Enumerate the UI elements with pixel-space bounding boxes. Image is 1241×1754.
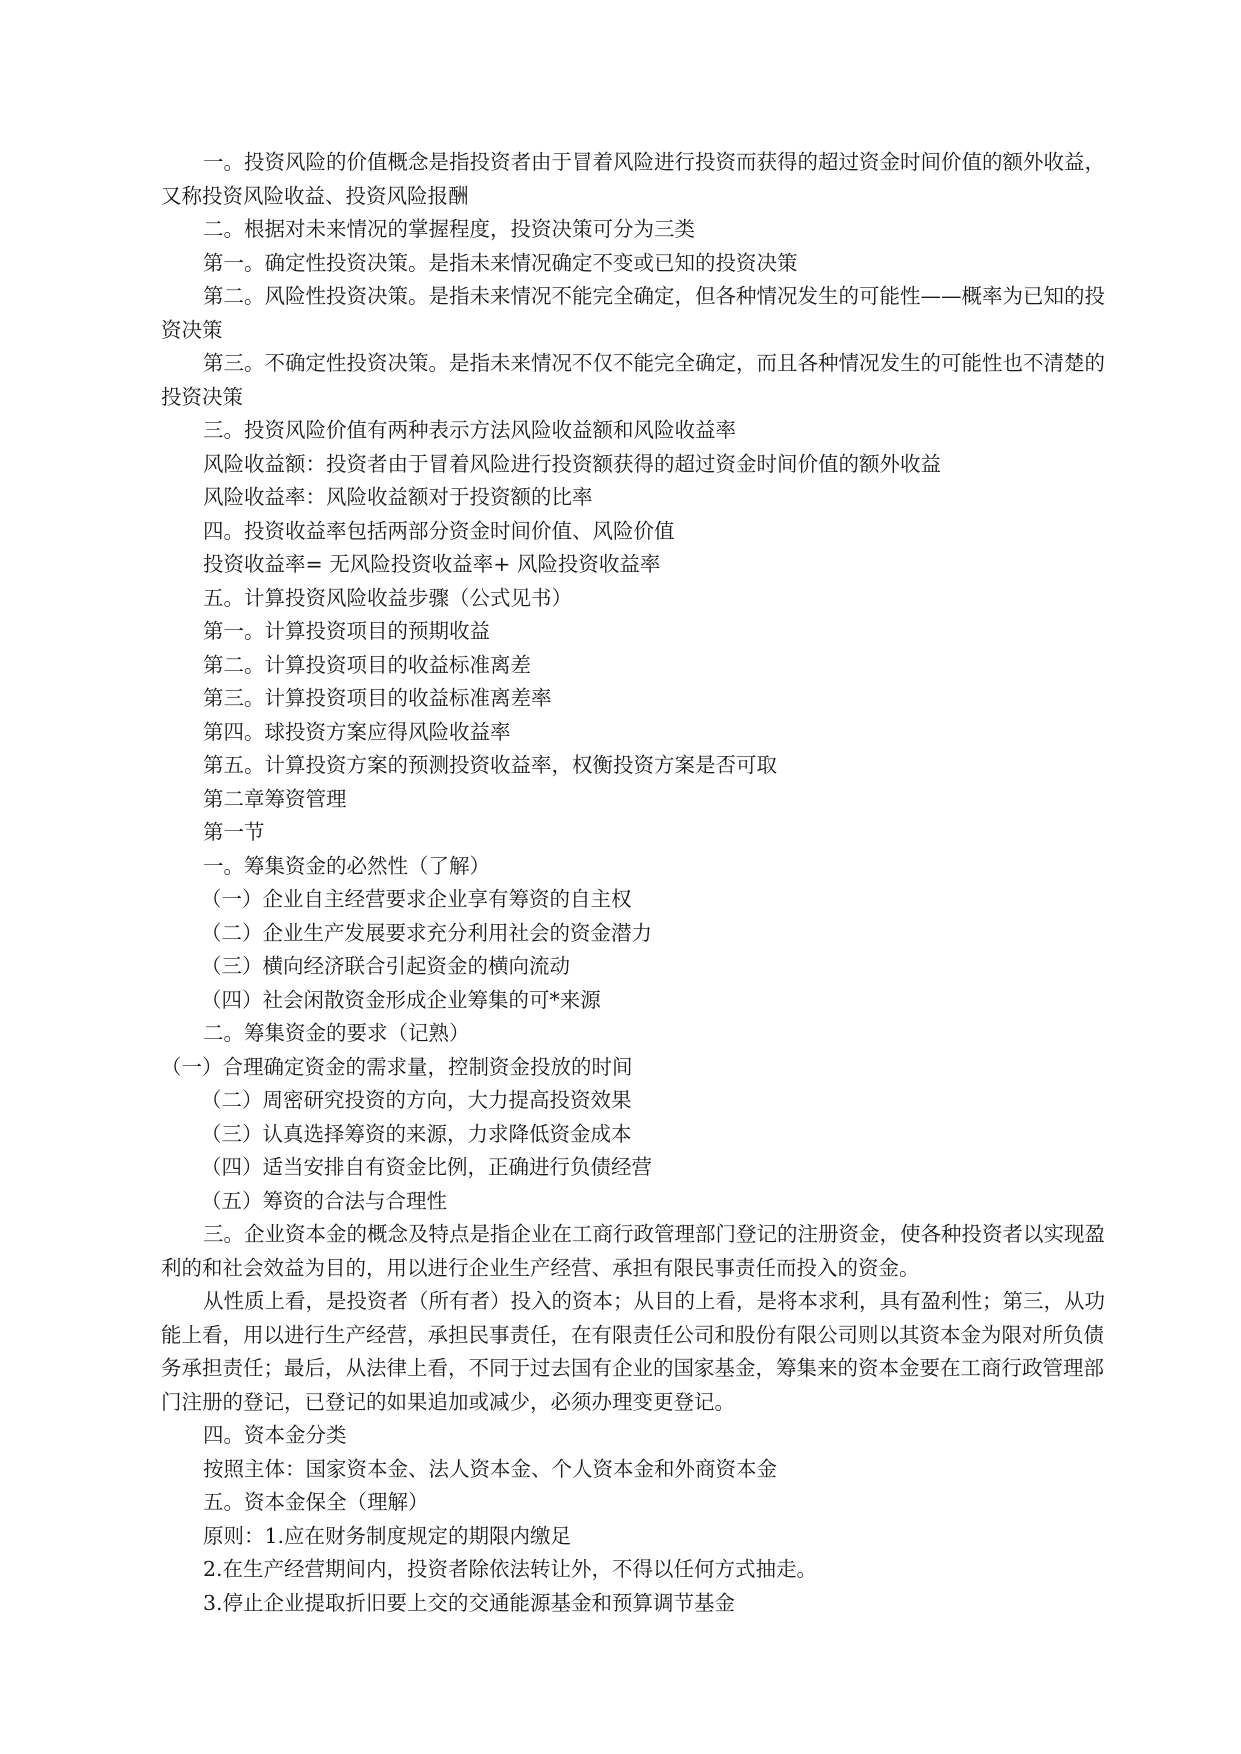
paragraph-4: 第二。风险性投资决策。是指未来情况不能完全确定，但各种情况发生的可能性——概率为已知的投资决策: [161, 284, 1105, 342]
paragraph-25: （一）合理确定资金的需求量，控制资金投放的时间: [161, 1054, 633, 1079]
paragraph-11: 五。计算投资风险收益步骤（公式见书）: [203, 585, 572, 610]
paragraph-23: （四）社会闲散资金形成企业筹集的可*来源: [201, 987, 601, 1012]
paragraph-34: 五。资本金保全（理解）: [203, 1490, 429, 1514]
paragraph-3: 第一。确定性投资决策。是指未来情况确定不变或已知的投资决策: [203, 250, 798, 275]
paragraph-32: 四。资本金分类: [203, 1423, 347, 1447]
paragraph-28: （四）适当安排自有资金比例，正确进行负债经营: [201, 1155, 652, 1179]
paragraph-22: （三）横向经济联合引起资金的横向流动: [201, 954, 570, 978]
paragraph-29: （五）筹资的合法与合理性: [201, 1188, 447, 1213]
paragraph-8: 风险收益率：风险收益额对于投资额的比率: [203, 485, 593, 509]
paragraph-33: 按照主体：国家资本金、法人资本金、个人资本金和外商资本金: [203, 1456, 777, 1481]
paragraph-21: （二）企业生产发展要求充分利用社会的资金潜力: [201, 920, 652, 945]
paragraph-37: 3.停止企业提取折旧要上交的交通能源基金和预算调节基金: [203, 1590, 736, 1615]
paragraph-14: 第三。计算投资项目的收益标准离差率: [203, 686, 552, 710]
paragraph-30: 三。企业资本金的概念及特点是指企业在工商行政管理部门登记的注册资金，使各种投资者以实现盈利的和社会效益为目的，用以进行企业生产经营、承担有限民事责任而投入的资金。: [161, 1222, 1105, 1280]
paragraph-10: 投资收益率= 无风险投资收益率+ 风险投资收益率: [203, 552, 661, 576]
paragraph-18: 第一节: [203, 820, 265, 844]
paragraph-1: 一。投资风险的价值概念是指投资者由于冒着风险进行投资而获得的超过资金时间价值的额外收益，又称投资风险收益、投资风险报酬: [161, 150, 1105, 208]
paragraph-17: 第二章筹资管理: [203, 786, 347, 811]
paragraph-9: 四。投资收益率包括两部分资金时间价值、风险价值: [203, 518, 675, 543]
paragraph-6: 三。投资风险价值有两种表示方法风险收益额和风险收益率: [203, 418, 736, 442]
paragraph-27: （三）认真选择筹资的来源，力求降低资金成本: [201, 1121, 632, 1146]
paragraph-35: 原则：1.应在财务制度规定的期限内缴足: [203, 1523, 572, 1548]
paragraph-15: 第四。球投资方案应得风险收益率: [203, 719, 511, 744]
paragraph-16: 第五。计算投资方案的预测投资收益率，权衡投资方案是否可取: [203, 753, 777, 777]
paragraph-5: 第三。不确定性投资决策。是指未来情况不仅不能完全确定，而且各种情况发生的可能性也不清楚的投资决策: [161, 351, 1105, 409]
paragraph-7: 风险收益额：投资者由于冒着风险进行投资额获得的超过资金时间价值的额外收益: [203, 451, 941, 476]
document-body: [161, 146, 1107, 1620]
paragraph-20: （一）企业自主经营要求企业享有筹资的自主权: [201, 887, 632, 911]
paragraph-24: 二。筹集资金的要求（记熟）: [203, 1021, 470, 1045]
paragraph-19: 一。筹集资金的必然性（了解）: [203, 853, 490, 878]
paragraph-2: 二。根据对未来情况的掌握程度，投资决策可分为三类: [203, 217, 695, 241]
paragraph-26: （二）周密研究投资的方向，大力提高投资效果: [201, 1088, 632, 1112]
paragraph-12: 第一。计算投资项目的预期收益: [203, 619, 490, 643]
paragraph-31: 从性质上看，是投资者（所有者）投入的资本；从目的上看，是将本求利，具有盈利性；第三，从功能上看，用以进行生产经营，承担民事责任，在有限责任公司和股份有限公司则以其资本金为限对所负债务承担责任；最后，从法律上看，不同于过去国有企业的国家基金，筹集来的资本金要在工商行政管理部门注册的登记，已登记的如果追加或减少，必须办理变更登记。: [161, 1289, 1105, 1414]
paragraph-36: 2.在生产经营期间内，投资者除依法转让外，不得以任何方式抽走。: [203, 1557, 818, 1581]
paragraph-13: 第二。计算投资项目的收益标准离差: [203, 652, 531, 677]
